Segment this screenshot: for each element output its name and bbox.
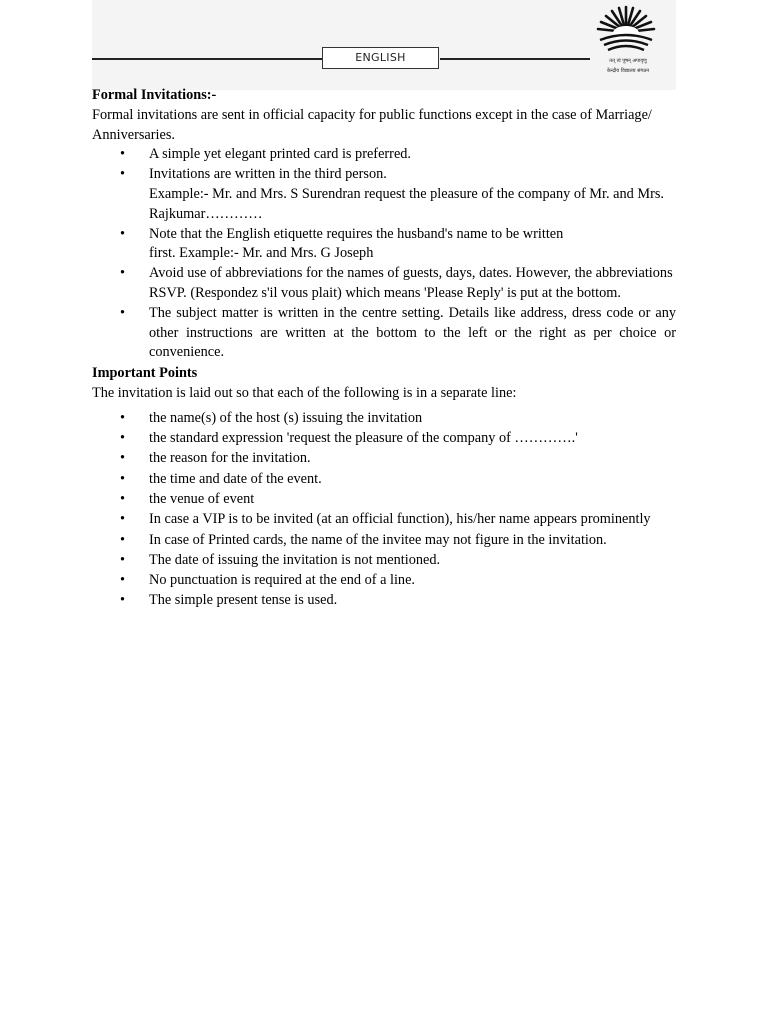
bullet-mark: • (120, 511, 126, 528)
list-item-text: No punctuation is required at the end of a line. (149, 572, 416, 589)
list-item (92, 165, 676, 224)
bullet-mark: • (120, 592, 126, 609)
logo-motto: तत् त्वं पूषन् अपावृणु (609, 58, 647, 64)
bullet-mark: • (120, 450, 126, 467)
list-item (92, 428, 676, 448)
section-heading-formal-invitations: Formal Invitations:- (92, 87, 217, 103)
bullet-mark: • (120, 265, 126, 282)
list-item-text: the time and date of the event. (149, 470, 322, 487)
bullet-mark: • (120, 470, 126, 487)
header-rule-left (92, 58, 323, 60)
bullet-mark: • (120, 572, 126, 589)
bullet-mark: • (120, 531, 126, 548)
bullet-mark: • (120, 166, 126, 183)
section-intro-paragraph: The invitation is laid out so that each of the following is in a separate line: (92, 384, 517, 401)
list-item (92, 469, 676, 489)
list-item-text: In case a VIP is to be invited (at an official function), his/her name appears prominently (149, 511, 651, 528)
list-item-text: Note that the English etiquette requires the husband's name to be written (149, 225, 564, 242)
section-heading-important-points: Important Points (92, 365, 198, 382)
kvs-logo-icon (594, 4, 658, 52)
list-item (92, 264, 676, 304)
list-item-text: the standard expression 'request the pleasure of the company of ………….' (149, 430, 578, 447)
list-item-text: The subject matter is written in the centre setting. Details like address, dress code or any other instructions are written at the bottom to the left or the right as per choice or convenience. (149, 304, 676, 361)
section-intro-paragraph: Formal invitations are sent in official capacity for public functions except in the case of Marriage/ Anniversaries. (92, 106, 652, 143)
list-item-text: The simple present tense is used. (149, 592, 338, 609)
list-item-text: Invitations are written in the third person. (149, 166, 387, 183)
bullet-mark: • (120, 409, 126, 426)
document-body (92, 86, 676, 611)
bullet-mark: • (120, 430, 126, 447)
page-header (92, 0, 676, 90)
header-rule-right (440, 58, 590, 60)
bullet-mark: • (120, 146, 126, 163)
list-item-text: the venue of event (149, 490, 255, 507)
list-item (92, 489, 676, 509)
list-item (92, 408, 676, 428)
list-item (92, 570, 676, 590)
list-item (92, 304, 676, 363)
subject-label: ENGLISH (322, 47, 439, 69)
list-item-text: In case of Printed cards, the name of the invitee may not figure in the invitation. (149, 531, 607, 548)
list-item (92, 145, 676, 165)
list-item-text: the reason for the invitation. (149, 450, 311, 467)
list-item (92, 550, 676, 570)
example-text: first. Example:- Mr. and Mrs. G Joseph (149, 245, 374, 262)
bullet-mark: • (120, 490, 126, 507)
list-item (92, 590, 676, 610)
list-item-text: A simple yet elegant printed card is preferred. (149, 146, 412, 163)
bullet-mark: • (120, 225, 126, 242)
list-item-text: the name(s) of the host (s) issuing the invitation (149, 409, 423, 426)
list-item (92, 225, 676, 265)
logo-organisation-name: केन्द्रीय विद्यालय संगठन (606, 68, 650, 74)
important-points-list (92, 408, 676, 611)
example-text: Example:- Mr. and Mrs. S Surendran request the pleasure of the company of Mr. and Mrs. Rajkumar………… (149, 185, 664, 222)
list-item-text: The date of issuing the invitation is not mentioned. (149, 551, 441, 568)
bullet-mark: • (120, 304, 126, 321)
list-item-text: Avoid use of abbreviations for the names of guests, days, dates. However, the abbreviations RSVP. (Respondez s'il vous plait) which means 'Please Reply' is put at the bottom. (149, 265, 673, 301)
formal-invitation-list (92, 145, 676, 363)
list-item (92, 530, 676, 550)
list-item (92, 509, 676, 529)
list-item (92, 448, 676, 468)
bullet-mark: • (120, 551, 126, 568)
